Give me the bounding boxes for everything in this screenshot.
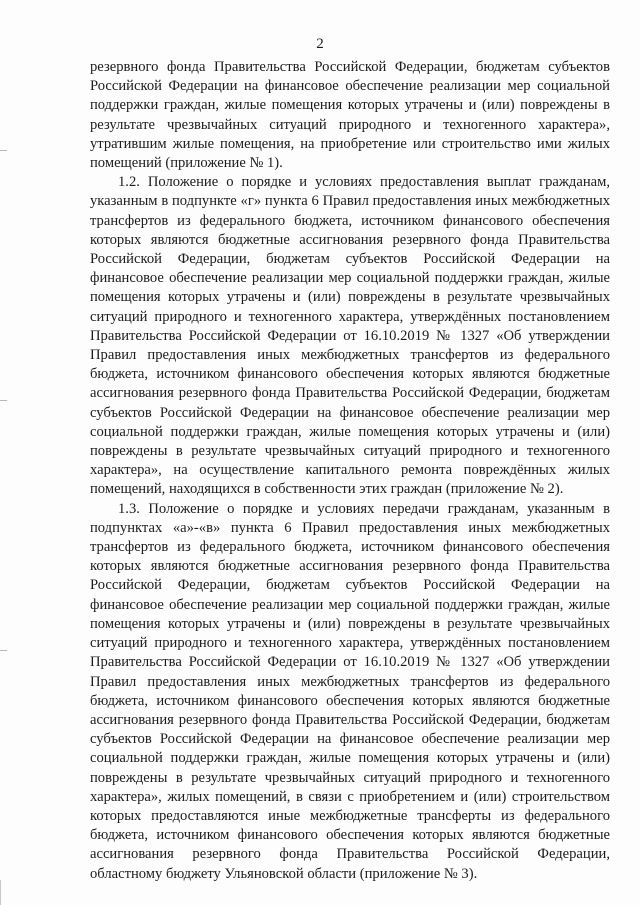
page-number: 2 [316, 36, 324, 52]
binding-marks [0, 0, 12, 905]
paragraph-continuation: резервного фонда Правительства Российской Федерации, бюджетам субъектов Российской Федерации на финансовое обеспечение реализации мер социальной поддержки граждан, жилые помещения которых утрачены и (или) повреждены в результате чрезвычайных ситуаций природного и техногенного характера», утратившим жилые помещения, на приобретение или строительство ими жилых помещений (приложение № 1). [90, 59, 610, 172]
document-body [90, 58, 610, 884]
scan-edge-mark [0, 880, 11, 905]
paragraph-1-3: 1.3. Положение о порядке и условиях передачи гражданам, указанным в подпунктах «а»-«в» пункта 6 Правил предоставления иных межбюджетных трансфертов из федерального бюджета, источником финансового обеспечения которых являются бюджетные ассигнования резервного фонда Правительства Российской Федерации, бюджетам субъектов Российской Федерации на финансовое обеспечение реализации мер социальной поддержки граждан, жилые помещения которых утрачены и (или) повреждены в результате чрезвычайных ситуаций природного и техногенного характера, утверждённых постановлением Правительства Российской Федерации от 16.10.2019 № 1327 «Об утверждении Правил предоставления иных межбюджетных трансфертов из федерального бюджета, источником финансового обеспечения которых являются бюджетные ассигнования резервного фонда Правительства Российской Федерации, бюджетам субъектов Российской Федерации на финансовое обеспечение реализации мер социальной поддержки граждан, жилые помещения которых утрачены и (или) повреждены в результате чрезвычайных ситуаций природного и техногенного характера», жилых помещений, в связи с приобретением и (или) строительством которых предоставляются иные межбюджетные трансферты из федерального бюджета, источником финансового обеспечения которых являются бюджетные ассигнования резервного фонда Правительства Российской Федерации, областному бюджету Ульяновской области (приложение № 3). [90, 500, 610, 882]
paragraph-1-2: 1.2. Положение о порядке и условиях предоставления выплат гражданам, указанным в подпункте «г» пункта 6 Правил предоставления иных межбюджетных трансфертов из федерального бюджета, источником финансового обеспечения которых являются бюджетные ассигнования резервного фонда Правительства Российской Федерации, бюджетам субъектов Российской Федерации на финансовое обеспечение реализации мер социальной поддержки граждан, жилые помещения которых утрачены и (или) повреждены в результате чрезвычайных ситуаций природного и техногенного характера, утверждённых постановлением Правительства Российской Федерации от 16.10.2019 № 1327 «Об утверждении Правил предоставления иных межбюджетных трансфертов из федерального бюджета, источником финансового обеспечения которых являются бюджетные ассигнования резервного фонда Правительства Российской Федерации, бюджетам субъектов Российской Федерации на финансовое обеспечение реализации мер социальной поддержки граждан, жилые помещения которых утрачены и (или) повреждены в результате чрезвычайных ситуаций природного и техногенного характера», на осуществление капитального ремонта повреждённых жилых помещений, находящихся в собственности этих граждан (приложение № 2). [90, 174, 610, 498]
